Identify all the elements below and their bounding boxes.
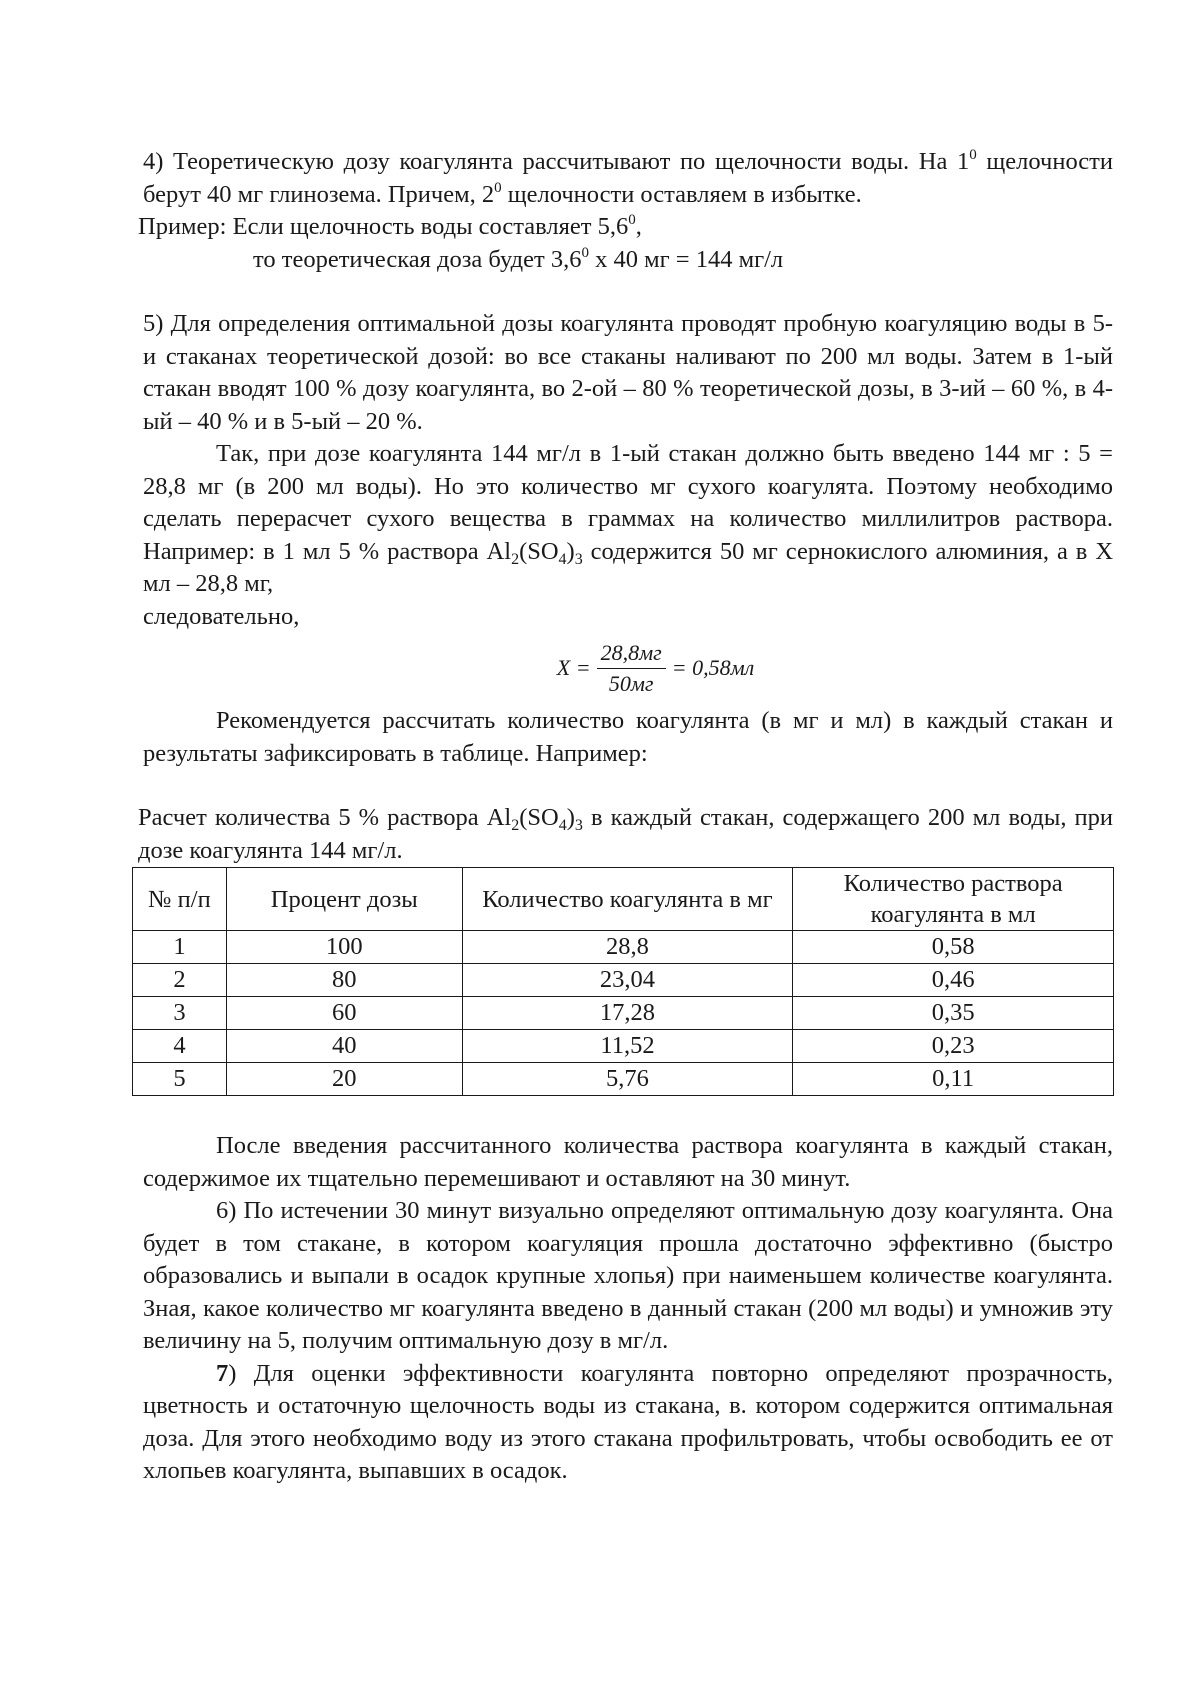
table-cell: 23,04	[462, 964, 793, 997]
table-cell: 17,28	[462, 997, 793, 1030]
table-cell: 0,46	[793, 964, 1114, 997]
spacer	[143, 276, 1113, 308]
example-result-line: то теоретическая доза будет $3,6^0$ х 40 мг = 144 мг/л	[253, 244, 784, 273]
table-row	[133, 964, 1114, 997]
table-row	[133, 1063, 1114, 1096]
table-row	[133, 1030, 1114, 1063]
example-line: Пример: Если щелочность воды составляет $5,6^0$,	[138, 212, 642, 240]
header-coagulant-mg: Количество коагулянта в мг	[462, 868, 793, 931]
table-cell: 40	[226, 1030, 462, 1063]
table-cell: 3	[133, 997, 227, 1030]
dose-table	[132, 867, 1114, 1096]
item-5-paragraph: 5) Для определения оптимальной дозы коагулянта проводят пробную коагуляцию воды в 5-и стаканах теоретической дозой: во все стаканы наливают по 200 мл воды. Затем в 1-ый стакан вводят 100 % дозу коагулянта, во 2-ой – 80 % теоретической дозы, в 3-ий – 60 %, в 4-ый – 40 % и в 5-ый – 20 %.	[143, 310, 1113, 435]
table-cell: 60	[226, 997, 462, 1030]
formula-denominator: 50мг	[608, 670, 654, 696]
spacer	[143, 1096, 1113, 1130]
calculation-paragraph: Так, при дозе коагулянта 144 мг/л в 1-ый стакан должно быть введено 144 мг : 5 = 28,8 мг (в 200 мл воды). Но это количество мг сухого коагулята. Поэтому необходимо сделать перерасчет сухого вещества в граммах на количество миллилитров раствора. Например: в 1 мл 5 % раствора $Al_2(SO_4)_3$ содержится 50 мг сернокислого алюминия, а в Х мл – 28,8 мг,	[143, 440, 1114, 597]
item-7-number: 7	[216, 1359, 229, 1387]
table-cell: 0,23	[793, 1030, 1114, 1063]
table-cell: 80	[226, 964, 462, 997]
therefore-line: следовательно,	[143, 602, 300, 630]
table-header-row	[133, 868, 1114, 931]
after-table-paragraph: После введения рассчитанного количества раствора коагулянта в каждый стакан, содержимое их тщательно перемешивают и оставляют на 30 минут.	[143, 1132, 1113, 1192]
item-6-paragraph: 6) По истечении 30 минут визуально определяют оптимальную дозу коагулянта. Она будет в том стакане, в котором коагуляция прошла достаточно эффективно (быстро образовались и выпали в осадок крупные хлопья) при наименьшем количестве коагулянта. Зная, какое количество мг коагулянта введено в данный стакан (200 мл воды) и умножив эту величину на 5, получим оптимальную дозу в мг/л.	[143, 1197, 1113, 1354]
recommendation-paragraph: Рекомендуется рассчитать количество коагулянта (в мг и мл) в каждый стакан и результаты зафиксировать в таблице. Например:	[143, 707, 1113, 767]
header-solution-ml: Количество раствора коагулянта в мл	[793, 868, 1114, 931]
table-cell: 0,35	[793, 997, 1114, 1030]
header-dose-percent: Процент дозы	[226, 868, 462, 931]
table-cell: 5,76	[462, 1063, 793, 1096]
table-cell: 4	[133, 1030, 227, 1063]
table-cell: 1	[133, 931, 227, 964]
formula-lhs: X =	[556, 655, 591, 680]
table-cell: 0,58	[793, 931, 1114, 964]
item-4-paragraph: 4) Теоретическую дозу коагулянта рассчитывают по щелочности воды. На $1^0$ щелочности берут 40 мг глинозема. Причем, $2^0$ щелочности оставляем в избытке.	[143, 147, 1113, 208]
header-number: № п/п	[133, 868, 227, 931]
table-caption: Расчет количества 5 % раствора $Al_2(SO_4)_3$ в каждый стакан, содержащего 200 мл воды, при дозе коагулянта 144 мг/л.	[138, 804, 1114, 864]
table-cell: 100	[226, 931, 462, 964]
table-cell: 5	[133, 1063, 227, 1096]
spacer	[143, 770, 1113, 802]
table-cell: 11,52	[462, 1030, 793, 1063]
item-7-paragraph: 7) Для оценки эффективности коагулянта повторно определяют прозрачность, цветность и остаточную щелочность воды из стакана, в. котором содержится оптимальная доза. Для этого необходимо воду из этого стакана профильтровать, чтобы освободить ее от хлопьев коагулянта, выпавших в осадок.	[143, 1359, 1113, 1484]
table-row	[133, 997, 1114, 1030]
document-page	[138, 146, 1114, 1488]
formula-fraction	[597, 640, 666, 697]
table-row	[133, 931, 1114, 964]
table-cell: 0,11	[793, 1063, 1114, 1096]
table-cell: 28,8	[462, 931, 793, 964]
formula-numerator: 28,8мг	[597, 640, 666, 669]
table-cell: 2	[133, 964, 227, 997]
formula-rhs: = 0,58мл	[671, 655, 755, 680]
dose-formula	[198, 637, 1113, 699]
table-cell: 20	[226, 1063, 462, 1096]
